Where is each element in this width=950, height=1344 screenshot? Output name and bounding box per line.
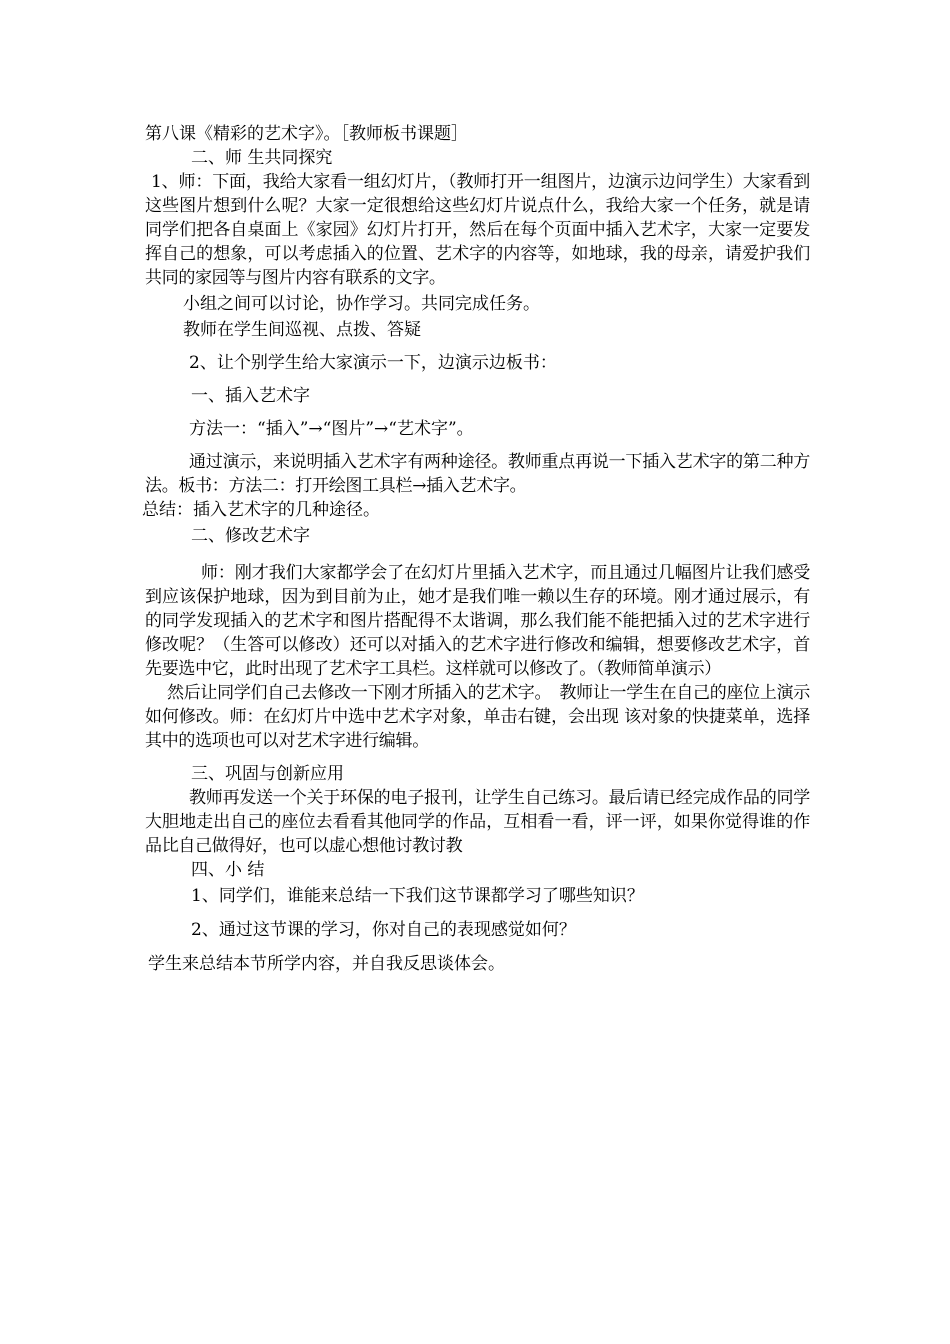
paragraph-group-work: 小组之间可以讨论，协作学习。共同完成任务。 — [183, 294, 540, 314]
section-heading-summary: 四、小 结 — [191, 860, 265, 880]
paragraph-teacher-patrol: 教师在学生间巡视、点拨、答疑 — [183, 320, 421, 340]
subheading-insert-wordart: 一、插入艺术字 — [191, 386, 310, 406]
lesson-title: 第八课《精彩的艺术字》。［教师板书课题］ — [145, 124, 468, 144]
paragraph-student-demo: 2、让个别学生给大家演示一下，边演示边板书： — [189, 353, 557, 373]
summary-question-1: 1、同学们，谁能来总结一下我们这节课都学习了哪些知识？ — [191, 886, 644, 906]
paragraph-student-practice: 然后让同学们自己去修改一下刚才所插入的艺术字。 教师让一学生在自己的座位上演示如何修改。师：在幻灯片中选中艺术字对象，单击右键，会出现 该对象的快捷菜单，选择其中的选项也可以对艺术字进行编辑。 — [145, 683, 810, 751]
section-heading-consolidate: 三、巩固与创新应用 — [191, 764, 344, 784]
paragraph-e-newspaper: 教师再发送一个关于环保的电子报刊，让学生自己练习。最后请已经完成作品的同学大胆地走出自己的座位去看看其他同学的作品，互相看一看，评一评，如果你觉得谁的作品比自己做得好，也可以虚心想他讨教讨教 — [145, 788, 810, 856]
summary-line: 总结：插入艺术字的几种途径。 — [142, 500, 380, 520]
closing-line: 学生来总结本节所学内容，并自我反思谈体会。 — [148, 954, 505, 974]
section-heading-explore: 二、师 生共同探究 — [191, 148, 333, 168]
method-one: 方法一：“插入”→“图片”→“艺术字”。 — [189, 419, 474, 439]
document-body — [142, 122, 810, 976]
paragraph-teacher-slides: 1、师：下面，我给大家看一组幻灯片，（教师打开一组图片，边演示边问学生）大家看到这些图片想到什么呢？大家一定很想给这些幻灯片说点什么，我给大家一个任务，就是请同学们把各自桌面上《家园》幻灯片打开，然后在每个页面中插入艺术字，大家一定要发挥自己的想象，可以考虑插入的位置、艺术字的内容等，如地球，我的母亲，请爱护我们共同的家园等与图片内容有联系的文字。 — [145, 172, 810, 288]
paragraph-two-ways: 通过演示，来说明插入艺术字有两种途径。教师重点再说一下插入艺术字的第二种方法。板书：方法二：打开绘图工具栏→插入艺术字。 — [145, 452, 810, 496]
summary-question-2: 2、通过这节课的学习，你对自己的表现感觉如何？ — [191, 920, 576, 940]
subheading-modify-wordart: 二、修改艺术字 — [191, 526, 310, 546]
paragraph-modify-wordart: 师：刚才我们大家都学会了在幻灯片里插入艺术字，而且通过几幅图片让我们感受到应该保护地球，因为到目前为止，她才是我们唯一赖以生存的环境。刚才通过展示，有的同学发现插入的艺术字和图片搭配得不太谐调，那么我们能不能把插入过的艺术字进行修改呢？（生答可以修改）还可以对插入的艺术字进行修改和编辑，想要修改艺术字，首先要选中它，此时出现了艺术字工具栏。这样就可以修改了。（教师简单演示） — [145, 563, 810, 679]
